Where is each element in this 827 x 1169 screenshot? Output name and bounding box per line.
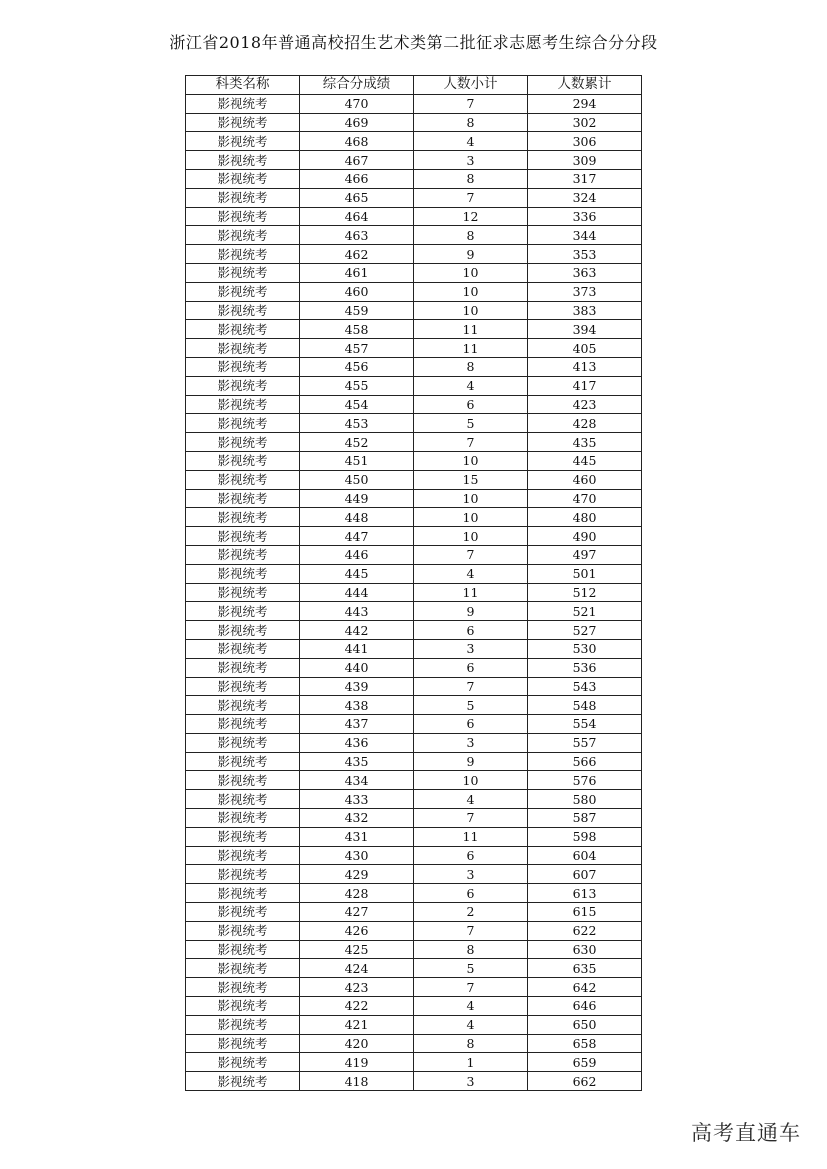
cell-count: 7 [414, 921, 528, 940]
cell-count: 6 [414, 715, 528, 734]
cell-cumulative: 417 [528, 376, 642, 395]
cell-score: 446 [300, 545, 414, 564]
cell-category: 影视统考 [186, 282, 300, 301]
table-row [186, 921, 642, 940]
cell-cumulative: 302 [528, 113, 642, 132]
cell-category: 影视统考 [186, 207, 300, 226]
table-row [186, 752, 642, 771]
cell-cumulative: 353 [528, 245, 642, 264]
cell-cumulative: 428 [528, 414, 642, 433]
cell-cumulative: 662 [528, 1072, 642, 1091]
cell-category: 影视统考 [186, 508, 300, 527]
cell-category: 影视统考 [186, 1053, 300, 1072]
cell-category: 影视统考 [186, 827, 300, 846]
cell-score: 432 [300, 809, 414, 828]
cell-category: 影视统考 [186, 357, 300, 376]
table-row [186, 564, 642, 583]
cell-score: 436 [300, 733, 414, 752]
cell-count: 15 [414, 470, 528, 489]
cell-count: 8 [414, 357, 528, 376]
table-row [186, 771, 642, 790]
cell-cumulative: 548 [528, 696, 642, 715]
cell-category: 影视统考 [186, 226, 300, 245]
cell-count: 8 [414, 169, 528, 188]
cell-score: 426 [300, 921, 414, 940]
cell-score: 470 [300, 94, 414, 113]
cell-cumulative: 580 [528, 790, 642, 809]
cell-count: 10 [414, 527, 528, 546]
cell-cumulative: 557 [528, 733, 642, 752]
cell-score: 457 [300, 339, 414, 358]
cell-category: 影视统考 [186, 545, 300, 564]
cell-score: 425 [300, 940, 414, 959]
cell-score: 442 [300, 621, 414, 640]
cell-score: 463 [300, 226, 414, 245]
cell-score: 452 [300, 433, 414, 452]
header-count: 人数小计 [414, 76, 528, 95]
table-row [186, 395, 642, 414]
cell-category: 影视统考 [186, 188, 300, 207]
table-row [186, 357, 642, 376]
cell-category: 影视统考 [186, 696, 300, 715]
cell-cumulative: 576 [528, 771, 642, 790]
cell-cumulative: 405 [528, 339, 642, 358]
cell-cumulative: 309 [528, 151, 642, 170]
cell-cumulative: 587 [528, 809, 642, 828]
cell-count: 8 [414, 1034, 528, 1053]
cell-cumulative: 650 [528, 1015, 642, 1034]
cell-count: 3 [414, 639, 528, 658]
table-row [186, 865, 642, 884]
table-row [186, 94, 642, 113]
cell-count: 7 [414, 94, 528, 113]
cell-count: 3 [414, 733, 528, 752]
cell-category: 影视统考 [186, 151, 300, 170]
cell-count: 11 [414, 827, 528, 846]
table-row [186, 903, 642, 922]
table-row [186, 132, 642, 151]
cell-score: 467 [300, 151, 414, 170]
cell-score: 459 [300, 301, 414, 320]
cell-cumulative: 543 [528, 677, 642, 696]
cell-score: 429 [300, 865, 414, 884]
table-row [186, 997, 642, 1016]
cell-count: 10 [414, 508, 528, 527]
table-header [186, 76, 642, 95]
cell-category: 影视统考 [186, 884, 300, 903]
table-row [186, 226, 642, 245]
cell-cumulative: 294 [528, 94, 642, 113]
table-row [186, 151, 642, 170]
table-row [186, 827, 642, 846]
table-row [186, 169, 642, 188]
cell-cumulative: 445 [528, 451, 642, 470]
cell-category: 影视统考 [186, 376, 300, 395]
cell-count: 1 [414, 1053, 528, 1072]
table-row [186, 282, 642, 301]
cell-count: 2 [414, 903, 528, 922]
cell-score: 443 [300, 602, 414, 621]
cell-cumulative: 497 [528, 545, 642, 564]
cell-cumulative: 530 [528, 639, 642, 658]
cell-cumulative: 373 [528, 282, 642, 301]
cell-score: 423 [300, 978, 414, 997]
cell-category: 影视统考 [186, 1015, 300, 1034]
cell-score: 444 [300, 583, 414, 602]
cell-cumulative: 423 [528, 395, 642, 414]
cell-count: 10 [414, 451, 528, 470]
cell-score: 437 [300, 715, 414, 734]
cell-score: 441 [300, 639, 414, 658]
cell-cumulative: 598 [528, 827, 642, 846]
cell-cumulative: 363 [528, 263, 642, 282]
cell-score: 462 [300, 245, 414, 264]
table-row [186, 320, 642, 339]
cell-category: 影视统考 [186, 639, 300, 658]
cell-score: 430 [300, 846, 414, 865]
cell-cumulative: 646 [528, 997, 642, 1016]
table-row [186, 978, 642, 997]
cell-cumulative: 527 [528, 621, 642, 640]
table-row [186, 376, 642, 395]
table-row [186, 433, 642, 452]
cell-cumulative: 470 [528, 489, 642, 508]
cell-category: 影视统考 [186, 433, 300, 452]
cell-score: 450 [300, 470, 414, 489]
cell-category: 影视统考 [186, 621, 300, 640]
cell-count: 4 [414, 997, 528, 1016]
cell-count: 8 [414, 940, 528, 959]
cell-score: 456 [300, 357, 414, 376]
cell-score: 438 [300, 696, 414, 715]
table-row [186, 301, 642, 320]
cell-count: 7 [414, 809, 528, 828]
cell-score: 420 [300, 1034, 414, 1053]
cell-count: 3 [414, 1072, 528, 1091]
cell-score: 419 [300, 1053, 414, 1072]
cell-count: 10 [414, 282, 528, 301]
table-row [186, 1034, 642, 1053]
cell-category: 影视统考 [186, 997, 300, 1016]
cell-score: 451 [300, 451, 414, 470]
table-row [186, 733, 642, 752]
cell-count: 7 [414, 677, 528, 696]
cell-category: 影视统考 [186, 94, 300, 113]
cell-count: 10 [414, 301, 528, 320]
cell-score: 465 [300, 188, 414, 207]
cell-score: 466 [300, 169, 414, 188]
cell-score: 428 [300, 884, 414, 903]
cell-score: 460 [300, 282, 414, 301]
cell-category: 影视统考 [186, 846, 300, 865]
cell-count: 8 [414, 113, 528, 132]
cell-score: 418 [300, 1072, 414, 1091]
cell-cumulative: 435 [528, 433, 642, 452]
cell-cumulative: 336 [528, 207, 642, 226]
table-row [186, 639, 642, 658]
cell-count: 10 [414, 263, 528, 282]
cell-category: 影视统考 [186, 752, 300, 771]
cell-count: 11 [414, 583, 528, 602]
score-distribution-table [185, 75, 642, 1091]
cell-count: 6 [414, 621, 528, 640]
document-title: 浙江省2018年普通高校招生艺术类第二批征求志愿考生综合分分段 [169, 33, 658, 52]
cell-score: 455 [300, 376, 414, 395]
cell-count: 6 [414, 395, 528, 414]
cell-score: 447 [300, 527, 414, 546]
cell-cumulative: 490 [528, 527, 642, 546]
cell-cumulative: 394 [528, 320, 642, 339]
cell-score: 454 [300, 395, 414, 414]
cell-count: 11 [414, 339, 528, 358]
cell-count: 12 [414, 207, 528, 226]
cell-count: 5 [414, 414, 528, 433]
table-row [186, 846, 642, 865]
cell-cumulative: 512 [528, 583, 642, 602]
cell-category: 影视统考 [186, 771, 300, 790]
cell-category: 影视统考 [186, 169, 300, 188]
table-row [186, 188, 642, 207]
cell-cumulative: 521 [528, 602, 642, 621]
cell-cumulative: 604 [528, 846, 642, 865]
cell-score: 431 [300, 827, 414, 846]
table-row [186, 489, 642, 508]
cell-score: 427 [300, 903, 414, 922]
cell-score: 449 [300, 489, 414, 508]
table-row [186, 959, 642, 978]
cell-cumulative: 383 [528, 301, 642, 320]
cell-score: 453 [300, 414, 414, 433]
table-row [186, 451, 642, 470]
table-row [186, 470, 642, 489]
cell-category: 影视统考 [186, 527, 300, 546]
table-row [186, 583, 642, 602]
table-row [186, 527, 642, 546]
cell-cumulative: 344 [528, 226, 642, 245]
cell-cumulative: 659 [528, 1053, 642, 1072]
cell-cumulative: 566 [528, 752, 642, 771]
cell-score: 461 [300, 263, 414, 282]
header-score: 综合分成绩 [300, 76, 414, 95]
table-row [186, 940, 642, 959]
cell-category: 影视统考 [186, 470, 300, 489]
header-cumulative: 人数累计 [528, 76, 642, 95]
cell-category: 影视统考 [186, 451, 300, 470]
cell-category: 影视统考 [186, 395, 300, 414]
cell-cumulative: 615 [528, 903, 642, 922]
cell-score: 448 [300, 508, 414, 527]
cell-count: 5 [414, 696, 528, 715]
cell-category: 影视统考 [186, 245, 300, 264]
cell-score: 435 [300, 752, 414, 771]
header-category: 科类名称 [186, 76, 300, 95]
cell-cumulative: 501 [528, 564, 642, 583]
table-row [186, 677, 642, 696]
cell-category: 影视统考 [186, 677, 300, 696]
cell-count: 6 [414, 658, 528, 677]
cell-cumulative: 554 [528, 715, 642, 734]
cell-category: 影视统考 [186, 113, 300, 132]
cell-count: 4 [414, 790, 528, 809]
cell-count: 3 [414, 865, 528, 884]
table-row [186, 1015, 642, 1034]
cell-cumulative: 480 [528, 508, 642, 527]
cell-score: 434 [300, 771, 414, 790]
cell-category: 影视统考 [186, 903, 300, 922]
cell-score: 421 [300, 1015, 414, 1034]
cell-count: 7 [414, 978, 528, 997]
cell-count: 10 [414, 771, 528, 790]
table-row [186, 245, 642, 264]
cell-count: 10 [414, 489, 528, 508]
cell-score: 433 [300, 790, 414, 809]
table-row [186, 696, 642, 715]
cell-cumulative: 324 [528, 188, 642, 207]
cell-category: 影视统考 [186, 132, 300, 151]
cell-cumulative: 630 [528, 940, 642, 959]
table-row [186, 658, 642, 677]
cell-cumulative: 413 [528, 357, 642, 376]
cell-score: 458 [300, 320, 414, 339]
cell-count: 7 [414, 433, 528, 452]
cell-count: 7 [414, 545, 528, 564]
cell-category: 影视统考 [186, 339, 300, 358]
table-row [186, 508, 642, 527]
cell-category: 影视统考 [186, 301, 300, 320]
cell-category: 影视统考 [186, 564, 300, 583]
cell-score: 439 [300, 677, 414, 696]
cell-score: 440 [300, 658, 414, 677]
cell-cumulative: 607 [528, 865, 642, 884]
cell-category: 影视统考 [186, 715, 300, 734]
cell-cumulative: 460 [528, 470, 642, 489]
cell-count: 9 [414, 245, 528, 264]
table-row [186, 884, 642, 903]
table-row [186, 809, 642, 828]
cell-cumulative: 306 [528, 132, 642, 151]
cell-category: 影视统考 [186, 865, 300, 884]
table-row [186, 545, 642, 564]
cell-category: 影视统考 [186, 978, 300, 997]
cell-score: 424 [300, 959, 414, 978]
cell-count: 5 [414, 959, 528, 978]
cell-category: 影视统考 [186, 602, 300, 621]
table-row [186, 1053, 642, 1072]
cell-count: 7 [414, 188, 528, 207]
cell-count: 4 [414, 132, 528, 151]
cell-count: 4 [414, 1015, 528, 1034]
cell-score: 422 [300, 997, 414, 1016]
cell-count: 8 [414, 226, 528, 245]
table-row [186, 621, 642, 640]
cell-score: 469 [300, 113, 414, 132]
table-row [186, 790, 642, 809]
cell-category: 影视统考 [186, 1072, 300, 1091]
cell-category: 影视统考 [186, 940, 300, 959]
cell-category: 影视统考 [186, 583, 300, 602]
cell-cumulative: 635 [528, 959, 642, 978]
cell-cumulative: 317 [528, 169, 642, 188]
table-row [186, 602, 642, 621]
cell-cumulative: 642 [528, 978, 642, 997]
cell-category: 影视统考 [186, 320, 300, 339]
cell-category: 影视统考 [186, 414, 300, 433]
cell-score: 445 [300, 564, 414, 583]
cell-count: 9 [414, 602, 528, 621]
table-header-row [186, 76, 642, 95]
table-row [186, 339, 642, 358]
cell-score: 464 [300, 207, 414, 226]
table-row [186, 113, 642, 132]
table-row [186, 1072, 642, 1091]
table-body [186, 94, 642, 1090]
table-row [186, 414, 642, 433]
cell-category: 影视统考 [186, 959, 300, 978]
cell-cumulative: 536 [528, 658, 642, 677]
cell-cumulative: 613 [528, 884, 642, 903]
table-row [186, 715, 642, 734]
table-row [186, 263, 642, 282]
cell-count: 4 [414, 376, 528, 395]
cell-category: 影视统考 [186, 921, 300, 940]
cell-category: 影视统考 [186, 790, 300, 809]
table-row [186, 207, 642, 226]
cell-count: 9 [414, 752, 528, 771]
cell-category: 影视统考 [186, 658, 300, 677]
cell-count: 6 [414, 846, 528, 865]
watermark-logo-text: 高考直通车 [691, 1121, 801, 1145]
cell-count: 11 [414, 320, 528, 339]
cell-cumulative: 622 [528, 921, 642, 940]
cell-count: 6 [414, 884, 528, 903]
cell-count: 3 [414, 151, 528, 170]
cell-category: 影视统考 [186, 489, 300, 508]
cell-category: 影视统考 [186, 733, 300, 752]
cell-cumulative: 658 [528, 1034, 642, 1053]
cell-category: 影视统考 [186, 263, 300, 282]
cell-category: 影视统考 [186, 1034, 300, 1053]
cell-count: 4 [414, 564, 528, 583]
cell-score: 468 [300, 132, 414, 151]
cell-category: 影视统考 [186, 809, 300, 828]
